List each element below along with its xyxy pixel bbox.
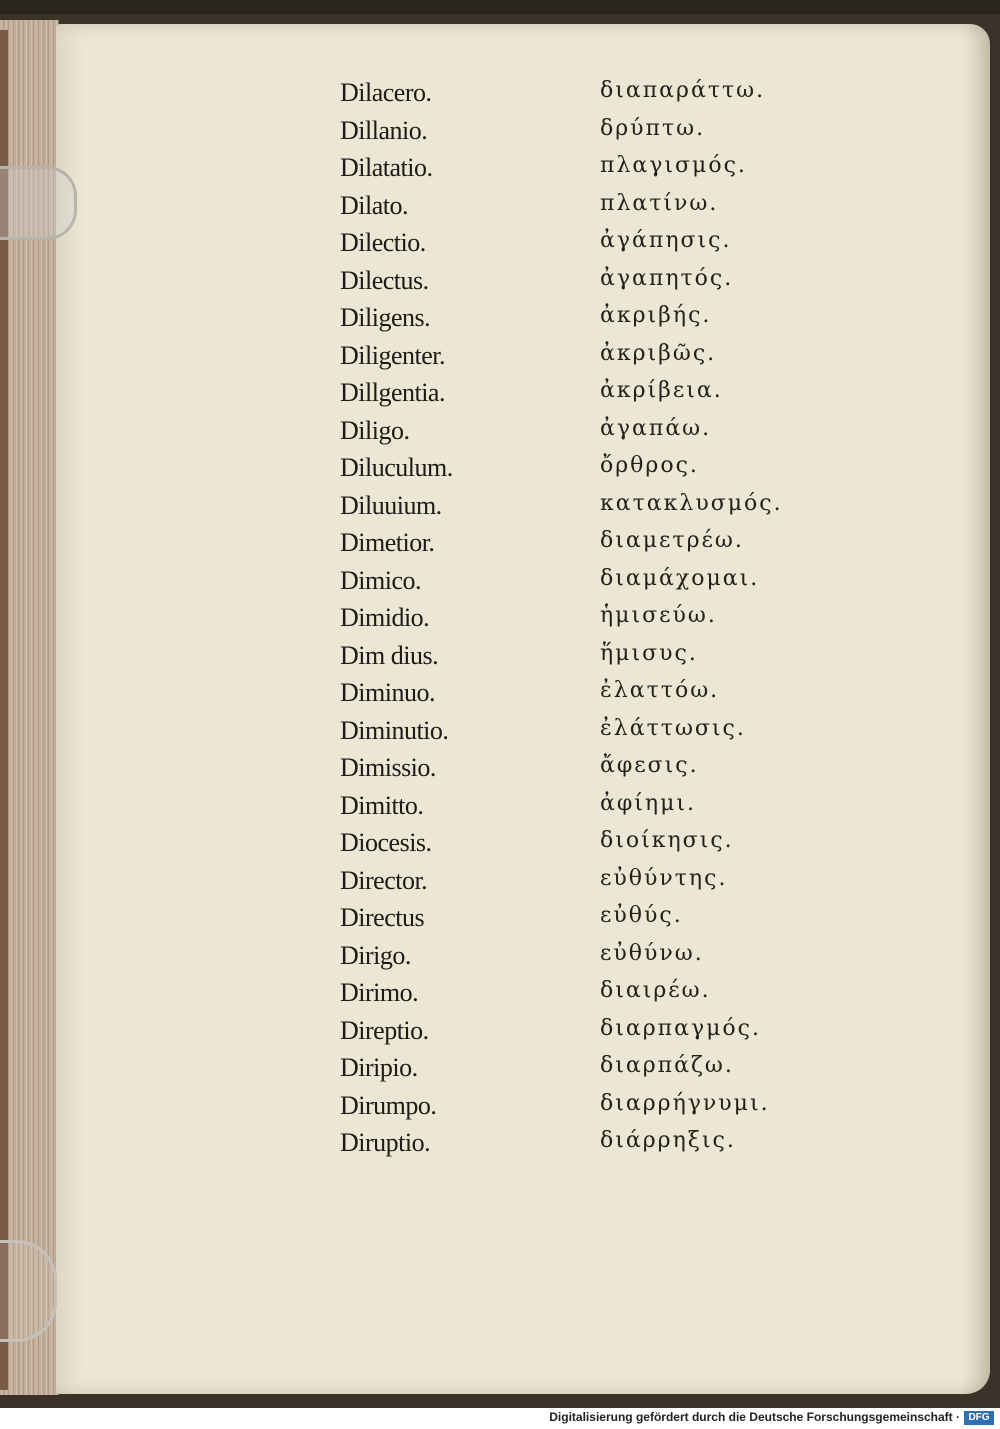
- glossary-entry: [0, 491, 1000, 527]
- latin-term: Dim dius.: [340, 640, 439, 670]
- latin-term: Direptio.: [340, 1015, 429, 1045]
- greek-term: ἡμισεύω.: [600, 603, 717, 628]
- greek-term: διαμάχομαι.: [600, 565, 760, 591]
- latin-term: Diluuium.: [340, 490, 442, 520]
- latin-term: Dimitto.: [340, 790, 424, 820]
- greek-term: πλαγισμός.: [600, 153, 747, 178]
- greek-term: διαρπαγμός.: [600, 1015, 761, 1041]
- latin-term: Diligenter.: [340, 340, 445, 370]
- latin-term: Dilacero.: [340, 78, 432, 107]
- glossary-entry: [0, 116, 1000, 152]
- latin-term: Dillgentia.: [340, 378, 445, 407]
- greek-term: ἐλαττόω.: [600, 678, 720, 703]
- glossary-entry: [0, 1016, 1000, 1052]
- latin-term: Dirumpo.: [340, 1090, 437, 1120]
- greek-term: διοίκησις.: [600, 828, 734, 853]
- latin-term: Diruptio.: [340, 1128, 431, 1157]
- latin-term: Diluculum.: [340, 453, 453, 482]
- greek-term: ἀγαπάω.: [600, 415, 712, 441]
- latin-term: Dirimo.: [340, 978, 419, 1007]
- glossary-entry: [0, 791, 1000, 827]
- latin-term: Directus: [340, 903, 425, 932]
- latin-term: Dilatatio.: [340, 153, 433, 182]
- glossary-entry: [0, 903, 1000, 939]
- greek-term: διαρπάζω.: [600, 1053, 734, 1078]
- glossary-entry: [0, 378, 1000, 414]
- latin-term: Diligo.: [340, 415, 410, 445]
- greek-term: διαμετρέω.: [600, 528, 744, 553]
- glossary-entry: [0, 266, 1000, 302]
- glossary-entry: [0, 341, 1000, 377]
- latin-term: Dimissio.: [340, 753, 436, 782]
- glossary-entry: [0, 566, 1000, 602]
- latin-term: Diocesis.: [340, 828, 432, 857]
- footer-credit: Digitalisierung gefördert durch die Deutsche Forschungsgemeinschaft ·: [549, 1410, 960, 1424]
- glossary-entry: [0, 228, 1000, 264]
- greek-term: διαπαράττω.: [600, 78, 766, 103]
- greek-term: πλατίνω.: [600, 190, 719, 216]
- glossary-entry: [0, 303, 1000, 339]
- greek-term: ἀγαπητός.: [600, 265, 734, 291]
- latin-term: Diminuo.: [340, 678, 435, 707]
- glossary-entry: [0, 753, 1000, 789]
- glossary-entry: [0, 1053, 1000, 1089]
- greek-term: διάρρηξις.: [600, 1128, 736, 1153]
- greek-term: δρύπτω.: [600, 115, 706, 141]
- latin-term: Dimidio.: [340, 603, 430, 632]
- glossary-entry: [0, 191, 1000, 227]
- latin-term: Dilectus.: [340, 265, 429, 295]
- latin-term: Dimico.: [340, 565, 421, 595]
- glossary-entry: [0, 978, 1000, 1014]
- glossary-entry: [0, 828, 1000, 864]
- glossary-entry: [0, 1091, 1000, 1127]
- latin-term: Dilectio.: [340, 228, 426, 257]
- latin-term: Dirigo.: [340, 940, 411, 970]
- glossary-entry: [0, 678, 1000, 714]
- glossary-entry: [0, 528, 1000, 564]
- glossary-entry: [0, 453, 1000, 489]
- digitization-footer: [0, 1408, 1000, 1429]
- greek-term: ὄρθρος.: [600, 453, 699, 478]
- latin-term: Dillanio.: [340, 115, 428, 145]
- glossary-entry: [0, 941, 1000, 977]
- greek-term: εὐθύνω.: [600, 940, 704, 966]
- glossary-entry: [0, 716, 1000, 752]
- greek-term: ἀφίημι.: [600, 790, 696, 816]
- greek-term: εὐθύντης.: [600, 865, 728, 891]
- greek-term: ἀκριβῶς.: [600, 340, 717, 366]
- greek-term: ἄφεσις.: [600, 753, 699, 778]
- glossary-entry: [0, 1128, 1000, 1164]
- latin-term: Diripio.: [340, 1053, 418, 1082]
- latin-term: Dimetior.: [340, 528, 435, 557]
- glossary-entry: [0, 603, 1000, 639]
- greek-term: εὐθύς.: [600, 903, 683, 928]
- dfg-logo-icon: DFG: [964, 1411, 994, 1425]
- greek-term: ἀγάπησις.: [600, 228, 732, 253]
- glossary-entry: [0, 866, 1000, 902]
- greek-term: ἀκριβής.: [600, 303, 712, 328]
- greek-term: ἀκρίβεια.: [600, 378, 723, 403]
- latin-term: Director.: [340, 865, 428, 895]
- greek-term: ἥμισυς.: [600, 640, 698, 666]
- glossary-entry: [0, 416, 1000, 452]
- latin-term: Diminutio.: [340, 715, 449, 745]
- greek-term: διαρρήγνυμι.: [600, 1090, 770, 1116]
- latin-term: Dilato.: [340, 190, 408, 220]
- greek-term: ἐλάττωσις.: [600, 715, 746, 741]
- glossary-entry: [0, 153, 1000, 189]
- latin-term: Diligens.: [340, 303, 431, 332]
- greek-term: διαιρέω.: [600, 978, 711, 1003]
- glossary-entry: [0, 78, 1000, 114]
- glossary-entry: [0, 641, 1000, 677]
- greek-term: κατακλυσμός.: [600, 490, 783, 516]
